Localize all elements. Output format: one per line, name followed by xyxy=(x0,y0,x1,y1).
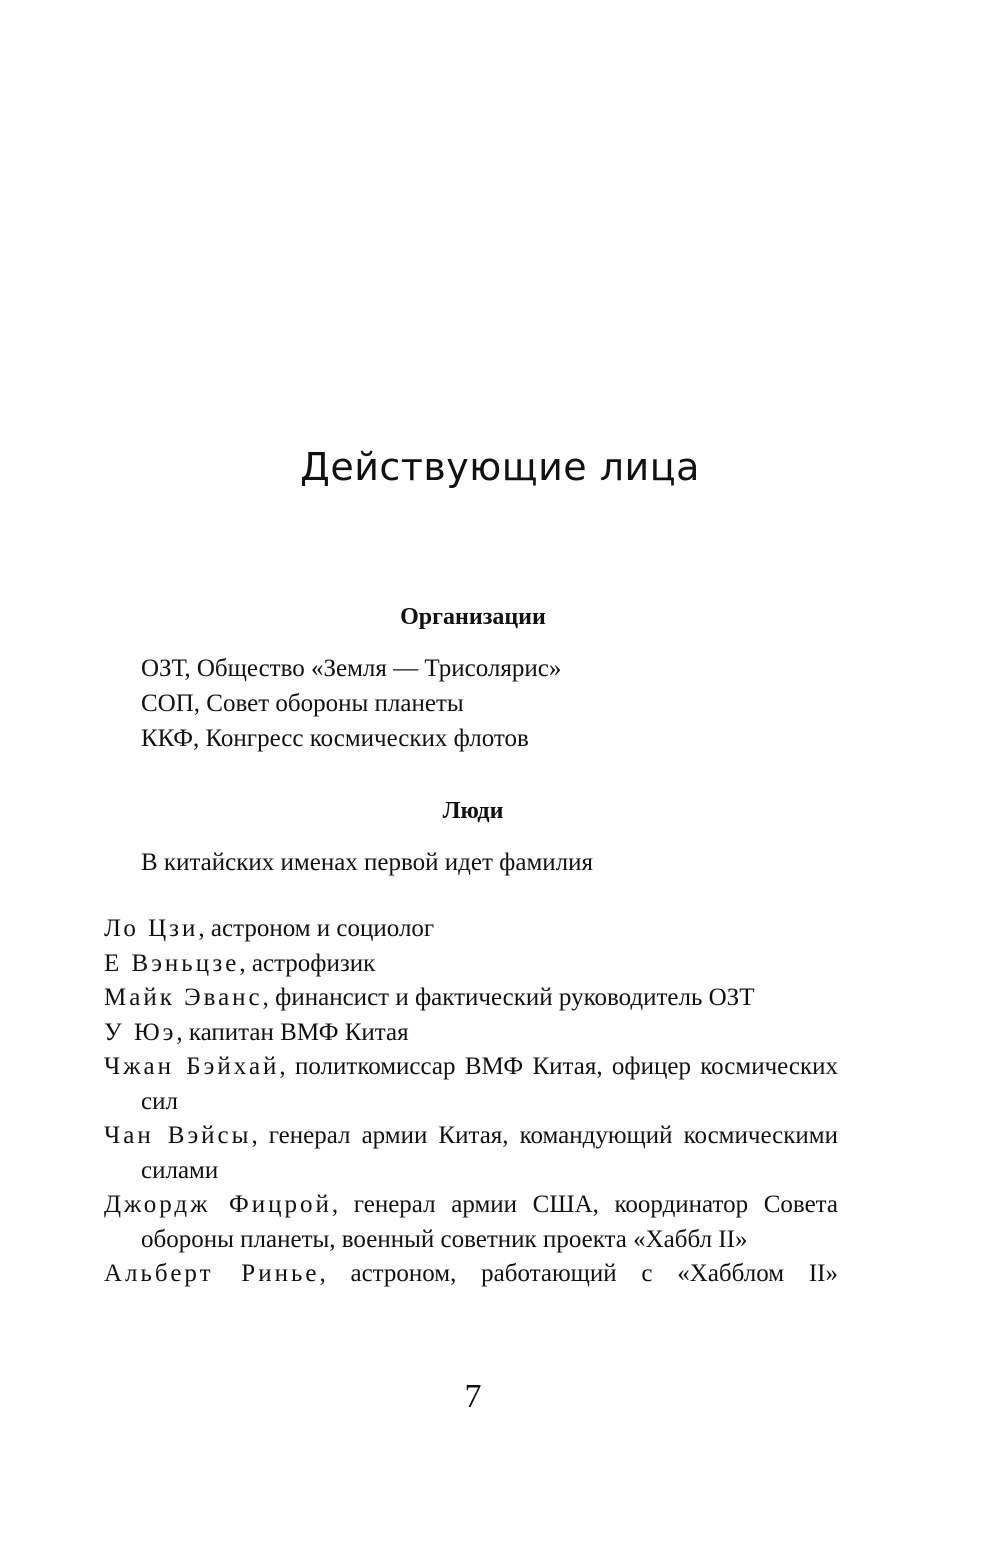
person-description: , астрофизик xyxy=(239,949,376,977)
organizations-list xyxy=(141,651,561,756)
person-description: , капитан ВМФ Китая xyxy=(176,1018,409,1046)
people-list xyxy=(104,912,838,1292)
person-description: , генерал армии Китая, командующий космическими силами xyxy=(141,1122,838,1184)
organization-item: ККФ, Конгресс космических флотов xyxy=(141,725,529,752)
person-name: Альберт Ринье xyxy=(104,1260,320,1287)
organization-item: ОЗТ, Общество «Земля — Трисолярис» xyxy=(141,655,562,682)
person-description: , астроном и социолог xyxy=(198,915,435,942)
person-name: Чан Вэйсы xyxy=(104,1122,252,1149)
person-name: Майк Эванс xyxy=(104,984,263,1011)
naming-note: В китайских именах первой идет фамилия xyxy=(141,849,594,876)
person-name: У Юэ xyxy=(104,1018,177,1046)
person-entry xyxy=(104,1188,838,1257)
person-description: , астроном, работающий с «Хабблом II» xyxy=(319,1260,838,1287)
person-name: Чжан Бэйхай xyxy=(104,1053,280,1080)
page-title: Действующие лица xyxy=(300,445,700,489)
person-description: , политкомиссар ВМФ Китая, офицер космических сил xyxy=(141,1053,838,1115)
person-entry xyxy=(104,981,838,1016)
person-name: Е Вэньцзе xyxy=(104,949,240,977)
person-name: Ло Цзи xyxy=(104,915,199,942)
people-heading: Люди xyxy=(442,798,504,824)
person-entry xyxy=(104,947,838,982)
person-entry xyxy=(104,1016,838,1051)
person-description: , финансист и фактический руководитель ОЗТ xyxy=(262,984,755,1011)
person-description: , генерал армии США, координатор Совета обороны планеты, военный советник проекта «Хаббл II» xyxy=(141,1191,838,1253)
organizations-heading: Организации xyxy=(400,604,546,630)
person-entry xyxy=(104,1119,838,1188)
page-number: 7 xyxy=(464,1378,482,1415)
person-name: Джордж Фицрой xyxy=(104,1191,332,1218)
person-entry xyxy=(104,1257,838,1292)
person-entry xyxy=(104,912,838,947)
person-entry xyxy=(104,1050,838,1119)
organization-item: СОП, Совет обороны планеты xyxy=(141,690,464,717)
